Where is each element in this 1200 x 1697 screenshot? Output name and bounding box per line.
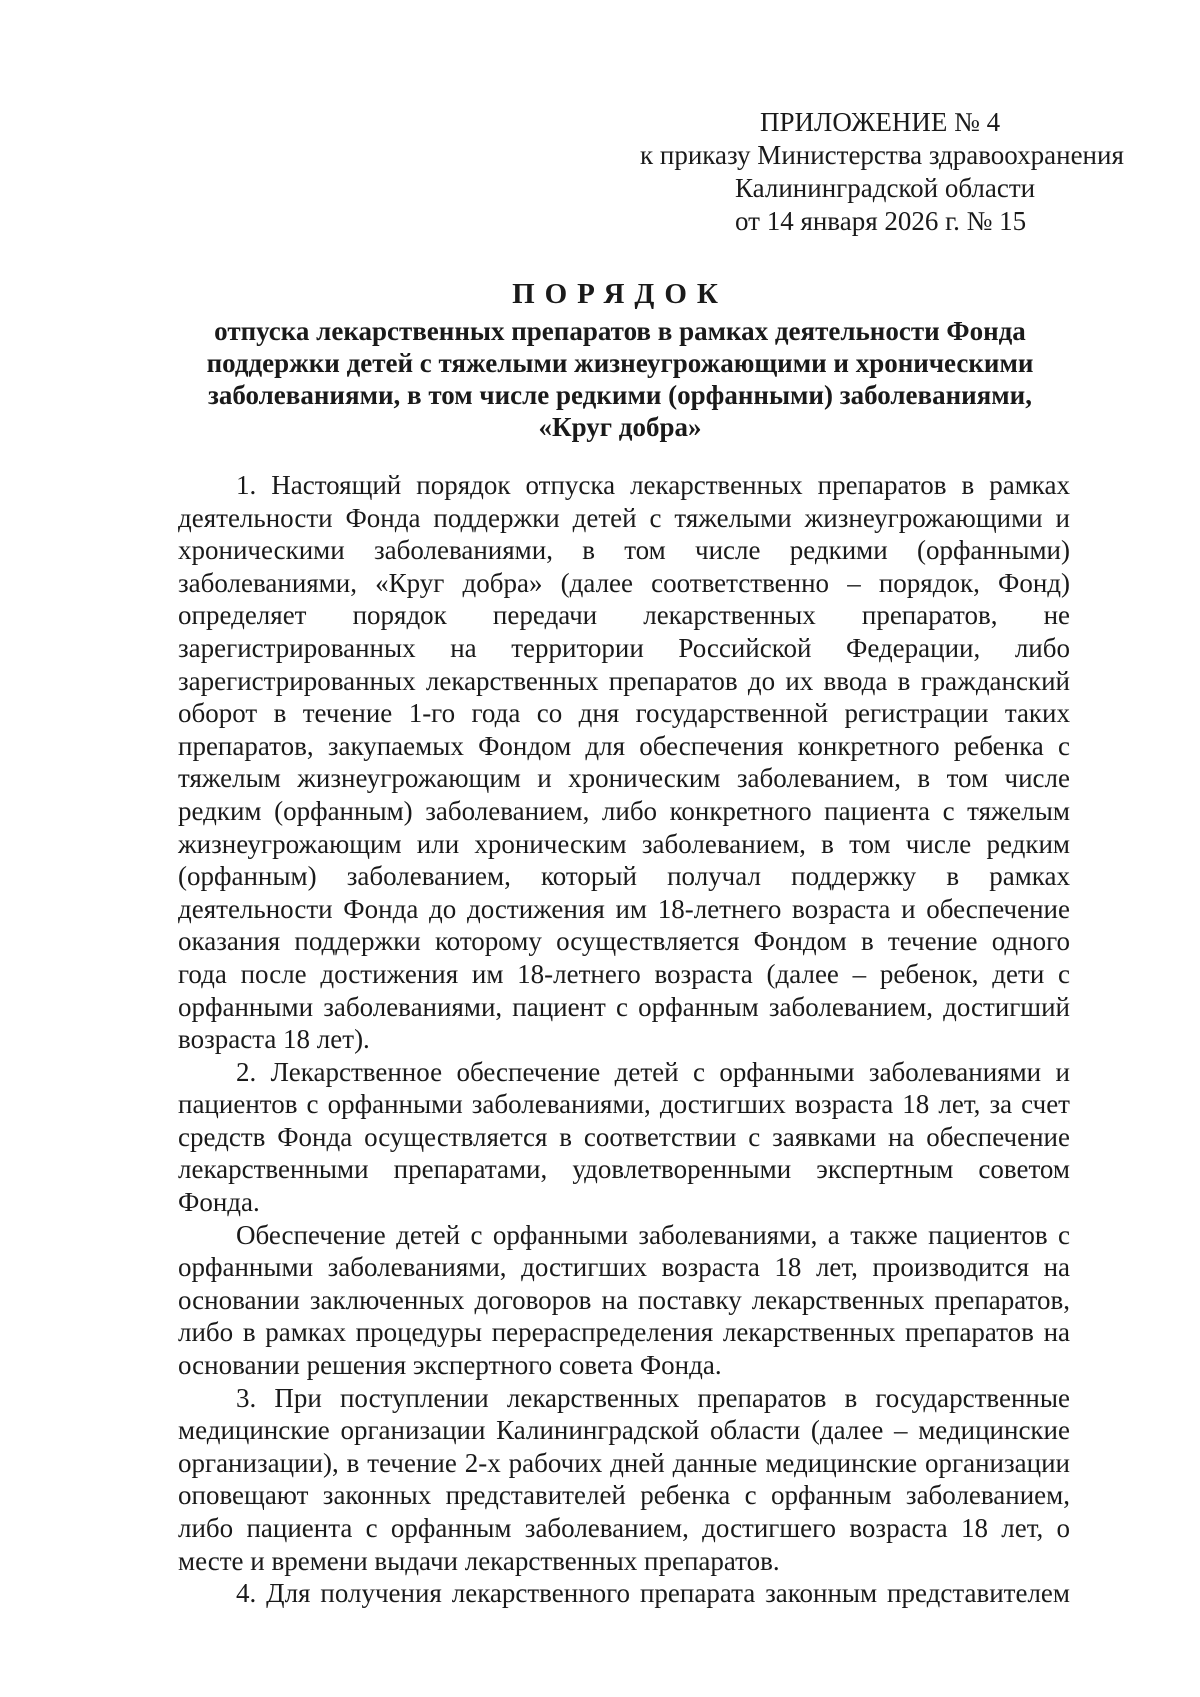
paragraph-3: 3. При поступлении лекарственных препаратов в государственные медицинские организации Калининградской области (далее – медицинские организации), в течение 2-х рабочих дней данные медицинские организации оповещают законных представителей ребенка с орфанным заболеванием, либо пациента с орфанным заболеванием, достигшего возраста 18 лет, о месте и времени выдачи лекарственных препаратов. — [178, 1382, 1070, 1576]
document-subtitle-line: «Круг добра» — [538, 412, 702, 442]
document-body — [178, 469, 1070, 1610]
appendix-header — [620, 106, 1124, 238]
appendix-date: от 14 января 2026 г. № 15 — [735, 206, 1027, 236]
appendix-order-ref: к приказу Министерства здравоохранения — [640, 140, 1124, 170]
paragraph-2: 2. Лекарственное обеспечение детей с орфанными заболеваниями и пациентов с орфанными заболеваниями, достигших возраста 18 лет, за счет средств Фонда осуществляется в соответствии с заявками на обеспечение лекарственными препаратами, удовлетворенными экспертным советом Фонда. — [178, 1056, 1070, 1218]
document-subtitle-line: отпуска лекарственных препаратов в рамках деятельности Фонда — [214, 316, 1026, 346]
appendix-region: Калининградской области — [735, 173, 1036, 203]
paragraph-1: 1. Настоящий порядок отпуска лекарственных препаратов в рамках деятельности Фонда поддержки детей с тяжелыми жизнеугрожающими и хроническими заболеваниями, в том числе редкими (орфанными) заболеваниями, «Круг добра» (далее соответственно – порядок, Фонд) определяет порядок передачи лекарственных препаратов, не зарегистрированных на территории Российской Федерации, либо зарегистрированных лекарственных препаратов до их ввода в гражданский оборот в течение 1-го года со дня государственной регистрации таких препаратов, закупаемых Фондом для обеспечения конкретного ребенка с тяжелым жизнеугрожающим и хроническим заболеванием, в том числе редким (орфанным) заболеванием, либо конкретного пациента с тяжелым жизнеугрожающим или хроническим заболеванием, в том числе редким (орфанным) заболеванием, который получал поддержку в рамках деятельности Фонда до достижения им 18-летнего возраста и обеспечение оказания поддержки которому осуществляется Фондом в течение одного года после достижения им 18-летнего возраста (далее – ребенок, дети с орфанными заболеваниями, пациент с орфанным заболеванием, достигший возраста 18 лет). — [178, 470, 1070, 1055]
document-subtitle-line: заболеваниями, в том числе редкими (орфанными) заболеваниями, — [208, 380, 1032, 410]
appendix-number: ПРИЛОЖЕНИЕ № 4 — [760, 107, 1001, 137]
document-subtitle-line: поддержки детей с тяжелыми жизнеугрожающими и хроническими — [206, 348, 1034, 378]
paragraph-2-continued: Обеспечение детей с орфанными заболеваниями, а также пациентов с орфанными заболеваниями, достигших возраста 18 лет, производится на основании заключенных договоров на поставку лекарственных препаратов, либо в рамках процедуры перераспределения лекарственных препаратов на основании решения экспертного совета Фонда. — [178, 1219, 1070, 1381]
paragraph-4: 4. Для получения лекарственного препарата законным представителем — [236, 1578, 1070, 1609]
document-title: ПОРЯДОК — [512, 278, 728, 310]
document-title-block — [175, 275, 1065, 443]
